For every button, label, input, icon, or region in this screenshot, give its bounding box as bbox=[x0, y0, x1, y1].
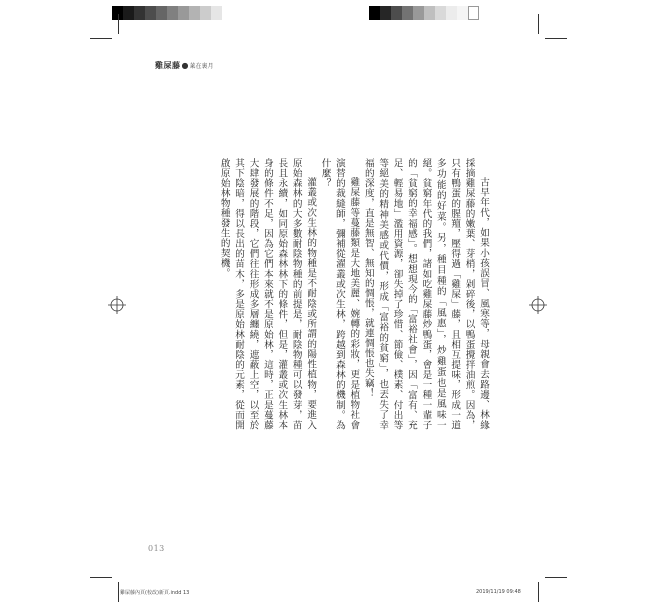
color-swatch bbox=[380, 6, 391, 20]
gray-color-bar-right bbox=[369, 6, 479, 20]
crop-mark bbox=[118, 582, 119, 602]
crop-mark bbox=[545, 577, 567, 578]
color-swatch bbox=[189, 6, 200, 20]
color-swatch bbox=[211, 6, 222, 20]
page-number: 013 bbox=[148, 544, 165, 553]
chapter-subtitle: 萊在裏月 bbox=[189, 63, 214, 70]
gray-color-bar-left bbox=[112, 6, 222, 20]
header-separator: ● bbox=[181, 61, 189, 70]
registration-mark-icon bbox=[529, 296, 547, 314]
crop-mark bbox=[90, 38, 112, 39]
paragraph: 灌叢或次生林的物種是不耐陰或所謂的陽性植物，要進入原始森林的大多數耐陰物種的前提是，耐陰物種可以發芽，苗長且永續，如同原始森林林下的條件，但是，灌叢或次生林本身的條件不足，因為它們本來就不是原始林，這時，正是蔓藤大肆發展的階段，它們往往形成多層纏繞，遮蔽上空，以至於其下陰暗，得以長出的苗木，多是原始林耐陰的元素，從而開啟原始林物種發生的契機。 bbox=[218, 158, 317, 430]
color-swatch bbox=[435, 6, 446, 20]
color-swatch bbox=[123, 6, 134, 20]
color-swatch bbox=[424, 6, 435, 20]
color-swatch bbox=[413, 6, 424, 20]
running-header bbox=[155, 60, 214, 71]
color-swatch bbox=[167, 6, 178, 20]
crop-mark bbox=[538, 14, 539, 34]
slug-filename: 雞屎藤內頁(校改)新頁.indd 13 bbox=[120, 590, 190, 596]
paragraph: 雞屎藤等蔓藤類是大地美麗、婉轉的彩妝，更是植物社會演替的裁縫師，彌補從濯叢或次生林，跨越到森林的機制。為什麼？ bbox=[319, 158, 360, 430]
slug-timestamp: 2019/11/19 09:48 bbox=[476, 589, 521, 595]
color-swatch bbox=[468, 6, 479, 20]
color-swatch bbox=[200, 6, 211, 20]
registration-mark-icon bbox=[108, 296, 126, 314]
paragraph: 古早年代，如果小孩誤冒、風寒等，母親會去路邊、林緣採摘雞屎藤的嫩葉、芽梢，剁碎後，以鴨蛋攪拌油煎。因為，只有鴨蛋的腥羶，壓得過「雞屎」藤，且相互提味，形成一道多功能的好菜。另，種目種的「風惠」，炒雞蛋也是風味一絕。貧窮年代的我們，諸如吃雞屎藤炒鴨蛋，會是一種一輩子的「貧窮的幸福感」。想想現今的「富裕社會」，因「富有、充足、輕易地」濫用資源，卻失掉了珍惜、節儉、樸素、付出等等絕美的精神美感或代價，形成「富裕的貧窮」，也丟失了幸福的深度，直是無智、無知的惆悵，就連惆悵也失竊！ bbox=[362, 158, 489, 430]
color-swatch bbox=[402, 6, 413, 20]
color-swatch bbox=[446, 6, 457, 20]
color-swatch bbox=[134, 6, 145, 20]
color-swatch bbox=[369, 6, 380, 20]
book-title: 雞屎藤 bbox=[155, 60, 181, 70]
color-swatch bbox=[457, 6, 468, 20]
color-swatch bbox=[156, 6, 167, 20]
color-swatch bbox=[145, 6, 156, 20]
crop-mark bbox=[545, 38, 567, 39]
crop-mark bbox=[90, 577, 112, 578]
crop-mark bbox=[538, 582, 539, 602]
color-swatch bbox=[391, 6, 402, 20]
crop-mark bbox=[118, 14, 119, 34]
color-swatch bbox=[178, 6, 189, 20]
vertical-body-text bbox=[170, 158, 490, 430]
